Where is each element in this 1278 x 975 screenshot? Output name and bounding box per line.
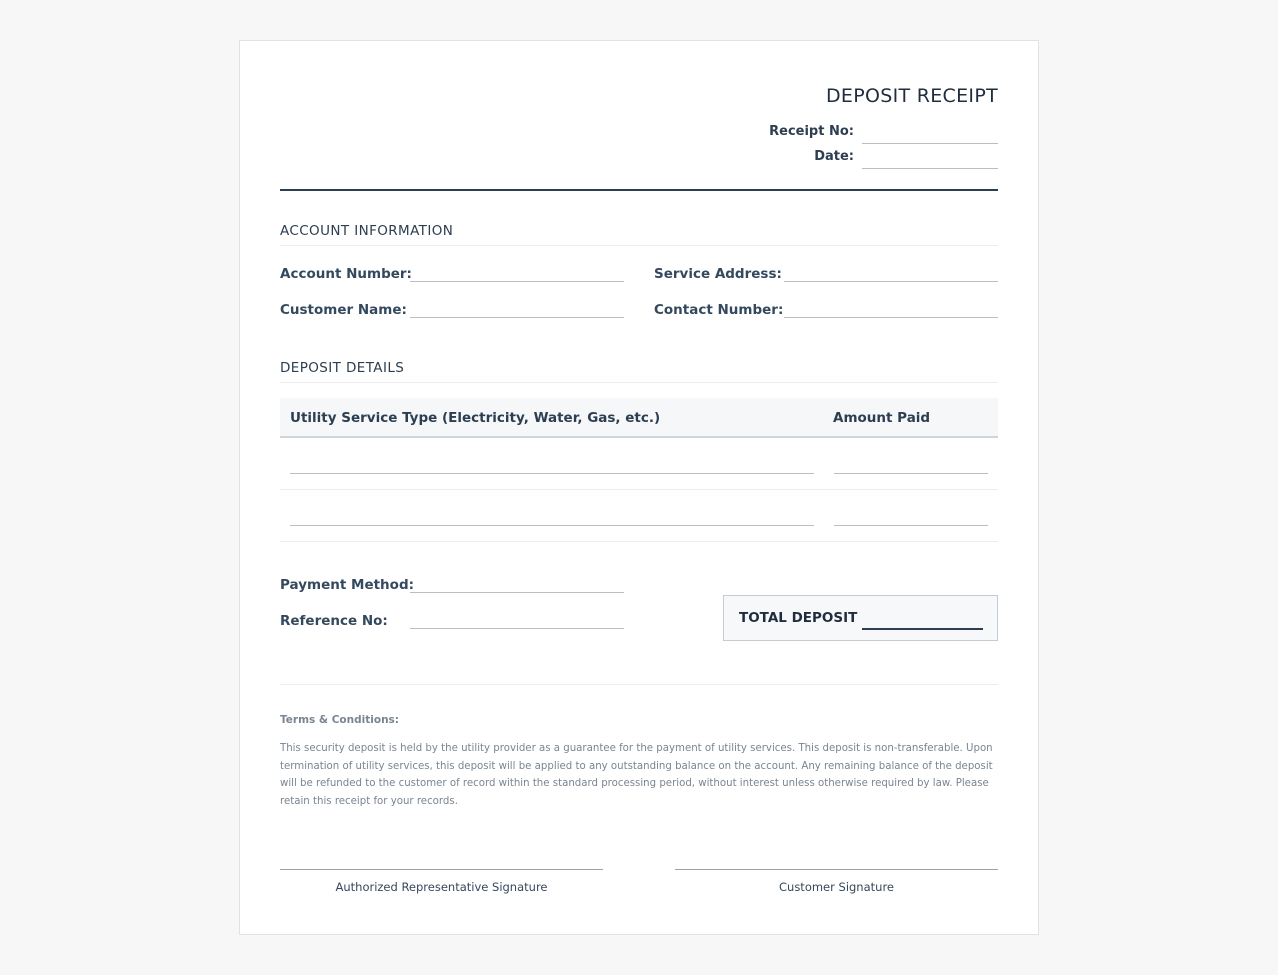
table-row-divider <box>280 489 998 490</box>
total-deposit-label: TOTAL DEPOSIT <box>739 610 858 626</box>
representative-signature-label: Authorized Representative Signature <box>335 880 548 894</box>
table-row-divider <box>280 541 998 542</box>
account-number-field[interactable] <box>410 281 624 282</box>
customer-signature-line[interactable] <box>675 869 998 870</box>
section-divider <box>280 382 998 383</box>
account-number-label: Account Number: <box>280 266 412 282</box>
terms-body: This security deposit is held by the utility provider as a guarantee for the payment of utility services. This deposit is non-transferable. Upon termination of utility services, this deposit will be applied to any outstanding balance on the account. Any remaining balance of the deposit will be refunded to the customer of record within the standard processing period, without interest unless otherwise required by law. Please retain this receipt for your records. <box>280 743 993 807</box>
service-type-field[interactable] <box>290 525 814 526</box>
deposit-section-title: DEPOSIT DETAILS <box>280 360 405 376</box>
contact-number-field[interactable] <box>784 317 998 318</box>
customer-name-label: Customer Name: <box>280 302 407 318</box>
customer-name-field[interactable] <box>410 317 624 318</box>
service-address-label: Service Address: <box>654 266 782 282</box>
deposit-table-header <box>280 398 998 438</box>
service-address-field[interactable] <box>784 281 998 282</box>
terms-title: Terms & Conditions: <box>280 714 399 726</box>
payment-method-label: Payment Method: <box>280 577 415 593</box>
payment-method-field[interactable] <box>410 592 624 593</box>
receipt-page <box>239 40 1039 935</box>
column-header-amount-paid: Amount Paid <box>833 410 931 426</box>
reference-no-field[interactable] <box>410 628 624 629</box>
customer-signature-label: Customer Signature <box>779 880 894 894</box>
page-title: DEPOSIT RECEIPT <box>825 85 998 107</box>
service-type-field[interactable] <box>290 473 814 474</box>
representative-signature-line[interactable] <box>280 869 603 870</box>
column-header-service-type: Utility Service Type (Electricity, Water, Gas, etc.) <box>290 410 661 426</box>
total-deposit-box <box>723 595 998 641</box>
date-label: Date: <box>814 149 854 164</box>
total-deposit-field[interactable] <box>862 628 983 630</box>
amount-paid-field[interactable] <box>834 525 988 526</box>
receipt-no-field[interactable] <box>862 143 998 144</box>
date-field[interactable] <box>862 168 998 169</box>
contact-number-label: Contact Number: <box>654 302 784 318</box>
account-section-title: ACCOUNT INFORMATION <box>280 223 454 239</box>
reference-no-label: Reference No: <box>280 613 388 629</box>
header-divider <box>280 189 998 191</box>
amount-paid-field[interactable] <box>834 473 988 474</box>
terms-divider <box>280 684 998 685</box>
section-divider <box>280 245 998 246</box>
receipt-no-label: Receipt No: <box>769 124 854 139</box>
